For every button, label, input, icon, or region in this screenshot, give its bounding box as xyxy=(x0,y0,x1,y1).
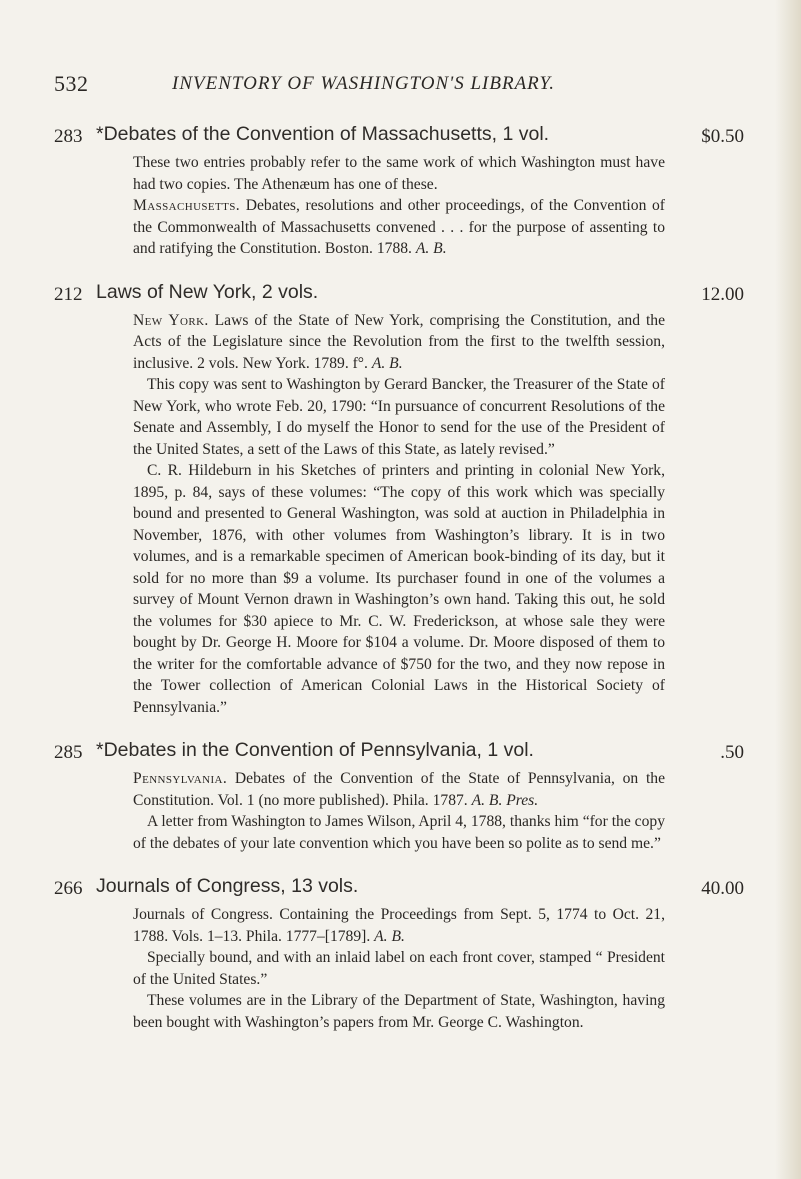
paragraph-text: Specially bound, and with an inlaid label on each front cover, stamped “ President of the United States.” xyxy=(133,949,665,988)
entry-title: Journals of Congress, 13 vols. xyxy=(96,875,359,897)
page-header xyxy=(54,71,744,101)
location-code: A. B. xyxy=(374,927,405,945)
location-code: A. B. xyxy=(371,354,403,372)
paragraph-text: Laws of the State of New York, comprising the Constitution, and the Acts of the Legislature since the Revolution from the first to the twelfth session, inclusive. 2 vols. New York. 1789. f°. xyxy=(133,311,666,372)
inventory-entries xyxy=(54,122,744,1053)
entry-body xyxy=(133,904,665,1033)
entry-price: $0.50 xyxy=(701,126,744,147)
entry-heading xyxy=(54,738,744,768)
paragraph-text: Debates of the Convention of the State of Pennsylvania, on the Constitution. Vol. 1 (no more published). Phila. 1787. xyxy=(133,770,665,809)
entry-paragraph xyxy=(133,310,665,375)
entry-title: *Debates in the Convention of Pennsylvania, 1 vol. xyxy=(96,739,534,761)
entry-title: Laws of New York, 2 vols. xyxy=(96,280,319,303)
entry-number: 266 xyxy=(54,878,83,899)
entry-heading xyxy=(54,874,744,904)
entry-paragraph xyxy=(133,990,665,1033)
inventory-entry xyxy=(54,122,744,260)
entry-body xyxy=(133,768,665,854)
entry-paragraph xyxy=(133,460,665,718)
entry-heading xyxy=(54,280,744,310)
page-number: 532 xyxy=(54,71,89,96)
location-code: A. B. xyxy=(415,240,447,257)
entry-title: *Debates of the Convention of Massachusetts, 1 vol. xyxy=(96,123,550,145)
entry-body xyxy=(133,310,665,719)
entry-number: 283 xyxy=(54,126,83,147)
paragraph-text: This copy was sent to Washington by Gerard Bancker, the Treasurer of the State of New York, who wrote Feb. 20, 1790: “In pursuance of concurrent Resolutions of the Senate and Assembly, I do myself the Honor to send for the use of the President of the United States, a sett of the Laws of this State, as lately revised.” xyxy=(133,376,665,458)
paragraph-text: These volumes are in the Library of the Department of State, Washington, having been bought with Washington’s papers from Mr. George C. Washington. xyxy=(133,992,665,1031)
inventory-entry xyxy=(54,280,744,719)
entry-price: 40.00 xyxy=(701,878,744,899)
entry-heading xyxy=(54,122,744,152)
page-edge-shadow xyxy=(775,0,801,1179)
entry-paragraph xyxy=(133,195,665,260)
paragraph-text: Debates, resolutions and other proceedings, of the Convention of the Commonwealth of Massachusetts convened . . . for the purpose of assenting to and ratifying the Constitution. Boston. 1788. xyxy=(133,197,665,257)
entry-price: 12.00 xyxy=(701,283,744,305)
catalog-heading-word: New York. xyxy=(133,311,209,329)
entry-price: .50 xyxy=(720,742,744,763)
inventory-entry xyxy=(54,738,744,854)
running-title: INVENTORY OF WASHINGTON'S LIBRARY. xyxy=(172,73,556,94)
paragraph-text: C. R. Hildeburn in his Sketches of printers and printing in colonial New York, 1895, p. 84, says of these volumes: “The copy of this work which was specially bound and presented to General Washington, was sold at auction in Philadelphia in November, 1876, with other volumes from Washington’s library. It is in two volumes, and is a remarkable specimen of American book-binding of its day, but it sold for no more than $9 a volume. Its purchaser found in one of the volumes a survey of Mount Vernon drawn in Washington’s own hand. Taking this out, he sold the volumes for $30 apiece to Mr. C. W. Frederickson, at whose sale they were bought by Dr. George H. Moore for $104 a volume. Dr. Moore disposed of them to the writer for the comfortable advance of $750 for the two, and they now repose in the Tower collection of American Colonial Laws in the Historical Society of Pennsylvania.” xyxy=(133,462,665,716)
entry-paragraph xyxy=(133,904,665,947)
catalog-heading-word: Pennsylvania. xyxy=(133,770,228,787)
entry-paragraph xyxy=(133,152,665,195)
inventory-entry xyxy=(54,874,744,1033)
entry-body xyxy=(133,152,665,260)
paragraph-text: Journals of Congress. Containing the Proceedings from Sept. 5, 1774 to Oct. 21, 1788. Vols. 1–13. Phila. 1777–[1789]. xyxy=(133,906,665,945)
entry-number: 212 xyxy=(54,283,83,305)
entry-paragraph xyxy=(133,374,665,460)
paragraph-text: These two entries probably refer to the same work of which Washington must have had two copies. The Athenæum has one of these. xyxy=(133,154,665,193)
entry-paragraph xyxy=(133,768,665,811)
catalog-heading-word: Massachusetts. xyxy=(133,197,241,214)
entry-paragraph xyxy=(133,947,665,990)
location-code: A. B. Pres. xyxy=(471,791,539,809)
entry-number: 285 xyxy=(54,742,83,763)
entry-paragraph xyxy=(133,811,665,854)
paragraph-text: A letter from Washington to James Wilson, April 4, 1788, thanks him “for the copy of the debates of your late convention which you have been so polite as to send me.” xyxy=(133,813,665,852)
